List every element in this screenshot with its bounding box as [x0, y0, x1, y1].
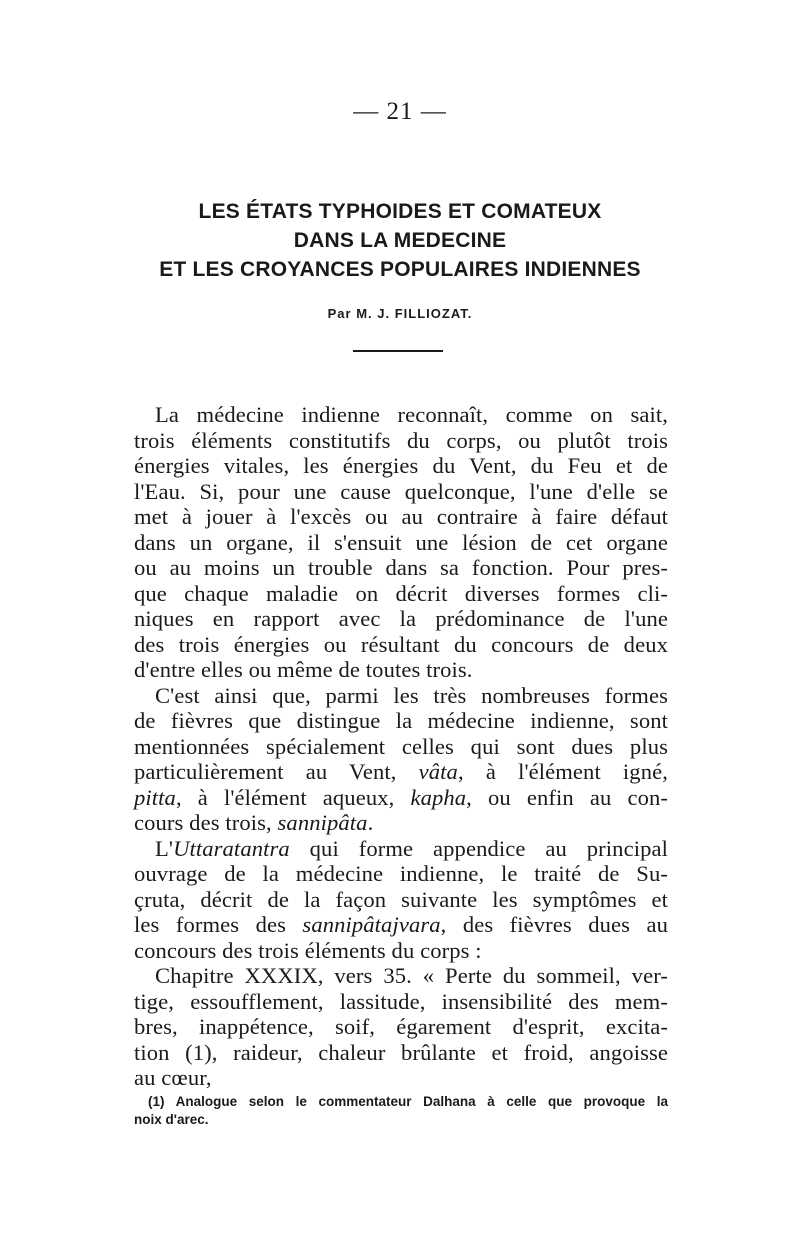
text-line — [134, 912, 668, 938]
footnote — [134, 1093, 668, 1129]
footnote-line: noix d'arec. — [134, 1112, 209, 1127]
text-line: des trois énergies ou résultant du concours de deux — [134, 631, 668, 657]
text-line — [134, 810, 668, 836]
text-fragment: , à l'élément igné, — [457, 759, 668, 784]
text-line: dans un organe, il s'ensuit une lésion de cet organe — [134, 529, 668, 555]
text-line: ou au moins un trouble dans sa fonction. Pour pres- — [134, 555, 668, 580]
text-line: ouvrage de la médecine indienne, le traité de Su- — [134, 861, 668, 886]
text-line: concours des trois éléments du corps : — [134, 937, 482, 963]
text-line: La médecine indienne reconnaît, comme on sait, — [155, 402, 668, 427]
text-fragment: qui forme appendice au principal — [289, 835, 668, 861]
text-line: l'Eau. Si, pour une cause quelconque, l'une d'elle se — [134, 478, 668, 504]
paragraph-3 — [134, 836, 668, 964]
page-number: — 21 — — [353, 98, 447, 125]
text-fragment: , des fièvres dues au — [440, 912, 669, 937]
text-fragment: . — [367, 810, 374, 835]
text-line: Chapitre XXXIX, vers 35. « Perte du sommeil, ver- — [155, 963, 668, 988]
term-pitta: pitta — [134, 784, 176, 810]
text-line: bres, inappétence, soif, égarement d'esprit, excita- — [134, 1014, 668, 1039]
text-fragment: , à l'élément aqueux, — [175, 784, 411, 810]
text-fragment: , ou enfin au con- — [466, 784, 668, 810]
text-line: que chaque maladie on décrit diverses formes cli- — [134, 580, 668, 606]
paragraph-2 — [134, 683, 668, 836]
text-line: C'est ainsi que, parmi les très nombreuses formes — [155, 682, 668, 708]
paragraph-1 — [134, 402, 668, 683]
text-line — [134, 785, 668, 811]
term-uttaratantra: Uttaratantra — [173, 835, 290, 861]
text-line: énergies vitales, les énergies du Vent, du Feu et de — [134, 453, 668, 478]
text-line: tion (1), raideur, chaleur brûlante et froid, angoisse — [134, 1039, 668, 1065]
text-line: au cœur, — [134, 1065, 212, 1090]
term-kapha: kapha — [410, 784, 467, 810]
term-sannipata: sannipâta — [277, 810, 368, 835]
text-fragment: les formes des — [134, 912, 303, 937]
text-line — [134, 836, 668, 862]
term-vata: vâta — [418, 759, 458, 784]
text-line: de fièvres que distingue la médecine indienne, sont — [134, 708, 668, 733]
footnote-line: (1) Analogue selon le commentateur Dalhana à celle que provoque la — [148, 1094, 668, 1109]
body-text — [134, 402, 668, 1091]
text-line: trois éléments constitutifs du corps, ou plutôt trois — [134, 427, 668, 453]
text-fragment: cours des trois, — [134, 810, 278, 835]
title-line-2: DANS LA MEDECINE — [293, 229, 507, 252]
term-sannipatajvara: sannipâtajvara — [302, 912, 441, 937]
text-fragment: particulièrement au Vent, — [134, 759, 419, 784]
text-fragment: L' — [155, 835, 174, 861]
title-divider — [353, 350, 443, 352]
paragraph-4 — [134, 963, 668, 1091]
title-line-3: ET LES CROYANCES POPULAIRES INDIENNES — [159, 258, 641, 281]
text-line: met à jouer à l'excès ou au contraire à faire défaut — [134, 504, 668, 529]
article-title — [120, 197, 680, 284]
text-line: mentionnées spécialement celles qui sont dues plus — [134, 733, 668, 759]
text-line: d'entre elles ou même de toutes trois. — [134, 657, 473, 682]
text-line: tige, essoufflement, lassitude, insensibilité des mem- — [134, 988, 668, 1014]
text-line: çruta, décrit de la façon suivante les symptômes et — [134, 886, 668, 912]
text-line — [134, 759, 668, 785]
author-byline: Par M. J. FILLIOZAT. — [327, 306, 473, 321]
text-line: niques en rapport avec la prédominance de l'une — [134, 606, 668, 631]
title-line-1: LES ÉTATS TYPHOIDES ET COMATEUX — [198, 200, 602, 223]
